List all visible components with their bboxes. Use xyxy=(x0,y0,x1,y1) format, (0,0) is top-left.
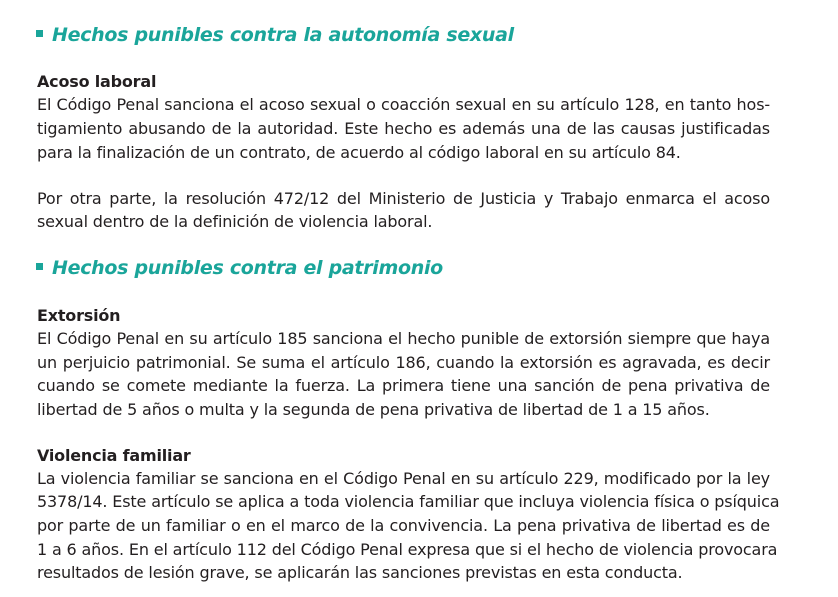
paragraph-line: para la finalización de un contrato, de acuerdo al código laboral en su artículo 84. xyxy=(37,143,681,162)
paragraph-line: sexual dentro de la definición de violencia laboral. xyxy=(37,212,433,231)
paragraph-line: por parte de un familiar o en el marco de la convivencia. La pena privativa de libertad es de xyxy=(37,516,770,535)
subheading-extorsion: Extorsión xyxy=(37,306,121,325)
subheading-violencia-familiar: Violencia familiar xyxy=(37,446,191,465)
paragraph-line: resultados de lesión grave, se aplicarán las sanciones previstas en esta conducta. xyxy=(37,563,683,582)
paragraph-line: tigamiento abusando de la autoridad. Este hecho es además una de las causas justificadas xyxy=(37,119,770,138)
square-bullet-icon xyxy=(36,30,43,37)
section-heading-patrimonio xyxy=(36,256,443,280)
section-heading-text: Hechos punibles contra la autonomía sexual xyxy=(52,24,514,46)
paragraph-line: 5378/14. Este artículo se aplica a toda violencia familiar que incluya violencia física o psíquica xyxy=(37,492,780,511)
subheading-acoso-laboral: Acoso laboral xyxy=(37,72,157,91)
square-bullet-icon xyxy=(36,263,43,270)
paragraph-line: cuando se comete mediante la fuerza. La primera tiene una sanción de pena privativa de xyxy=(37,376,770,395)
paragraph-line: La violencia familiar se sanciona en el Código Penal en su artículo 229, modificado por la ley xyxy=(37,469,770,488)
paragraph-line: El Código Penal sanciona el acoso sexual o coacción sexual en su artículo 128, en tanto hos- xyxy=(37,95,770,114)
paragraph-line: libertad de 5 años o multa y la segunda de pena privativa de libertad de 1 a 15 años. xyxy=(37,400,710,419)
section-heading-text: Hechos punibles contra el patrimonio xyxy=(52,257,443,279)
paragraph-line: 1 a 6 años. En el artículo 112 del Código Penal expresa que si el hecho de violencia provocara xyxy=(37,540,778,559)
paragraph-line: El Código Penal en su artículo 185 sanciona el hecho punible de extorsión siempre que haya xyxy=(37,329,770,348)
paragraph-line: Por otra parte, la resolución 472/12 del Ministerio de Justicia y Trabajo enmarca el acoso xyxy=(37,189,770,208)
section-heading-autonomia-sexual xyxy=(36,23,514,47)
paragraph-line: un perjuicio patrimonial. Se suma el artículo 186, cuando la extorsión es agravada, es decir xyxy=(37,353,770,372)
